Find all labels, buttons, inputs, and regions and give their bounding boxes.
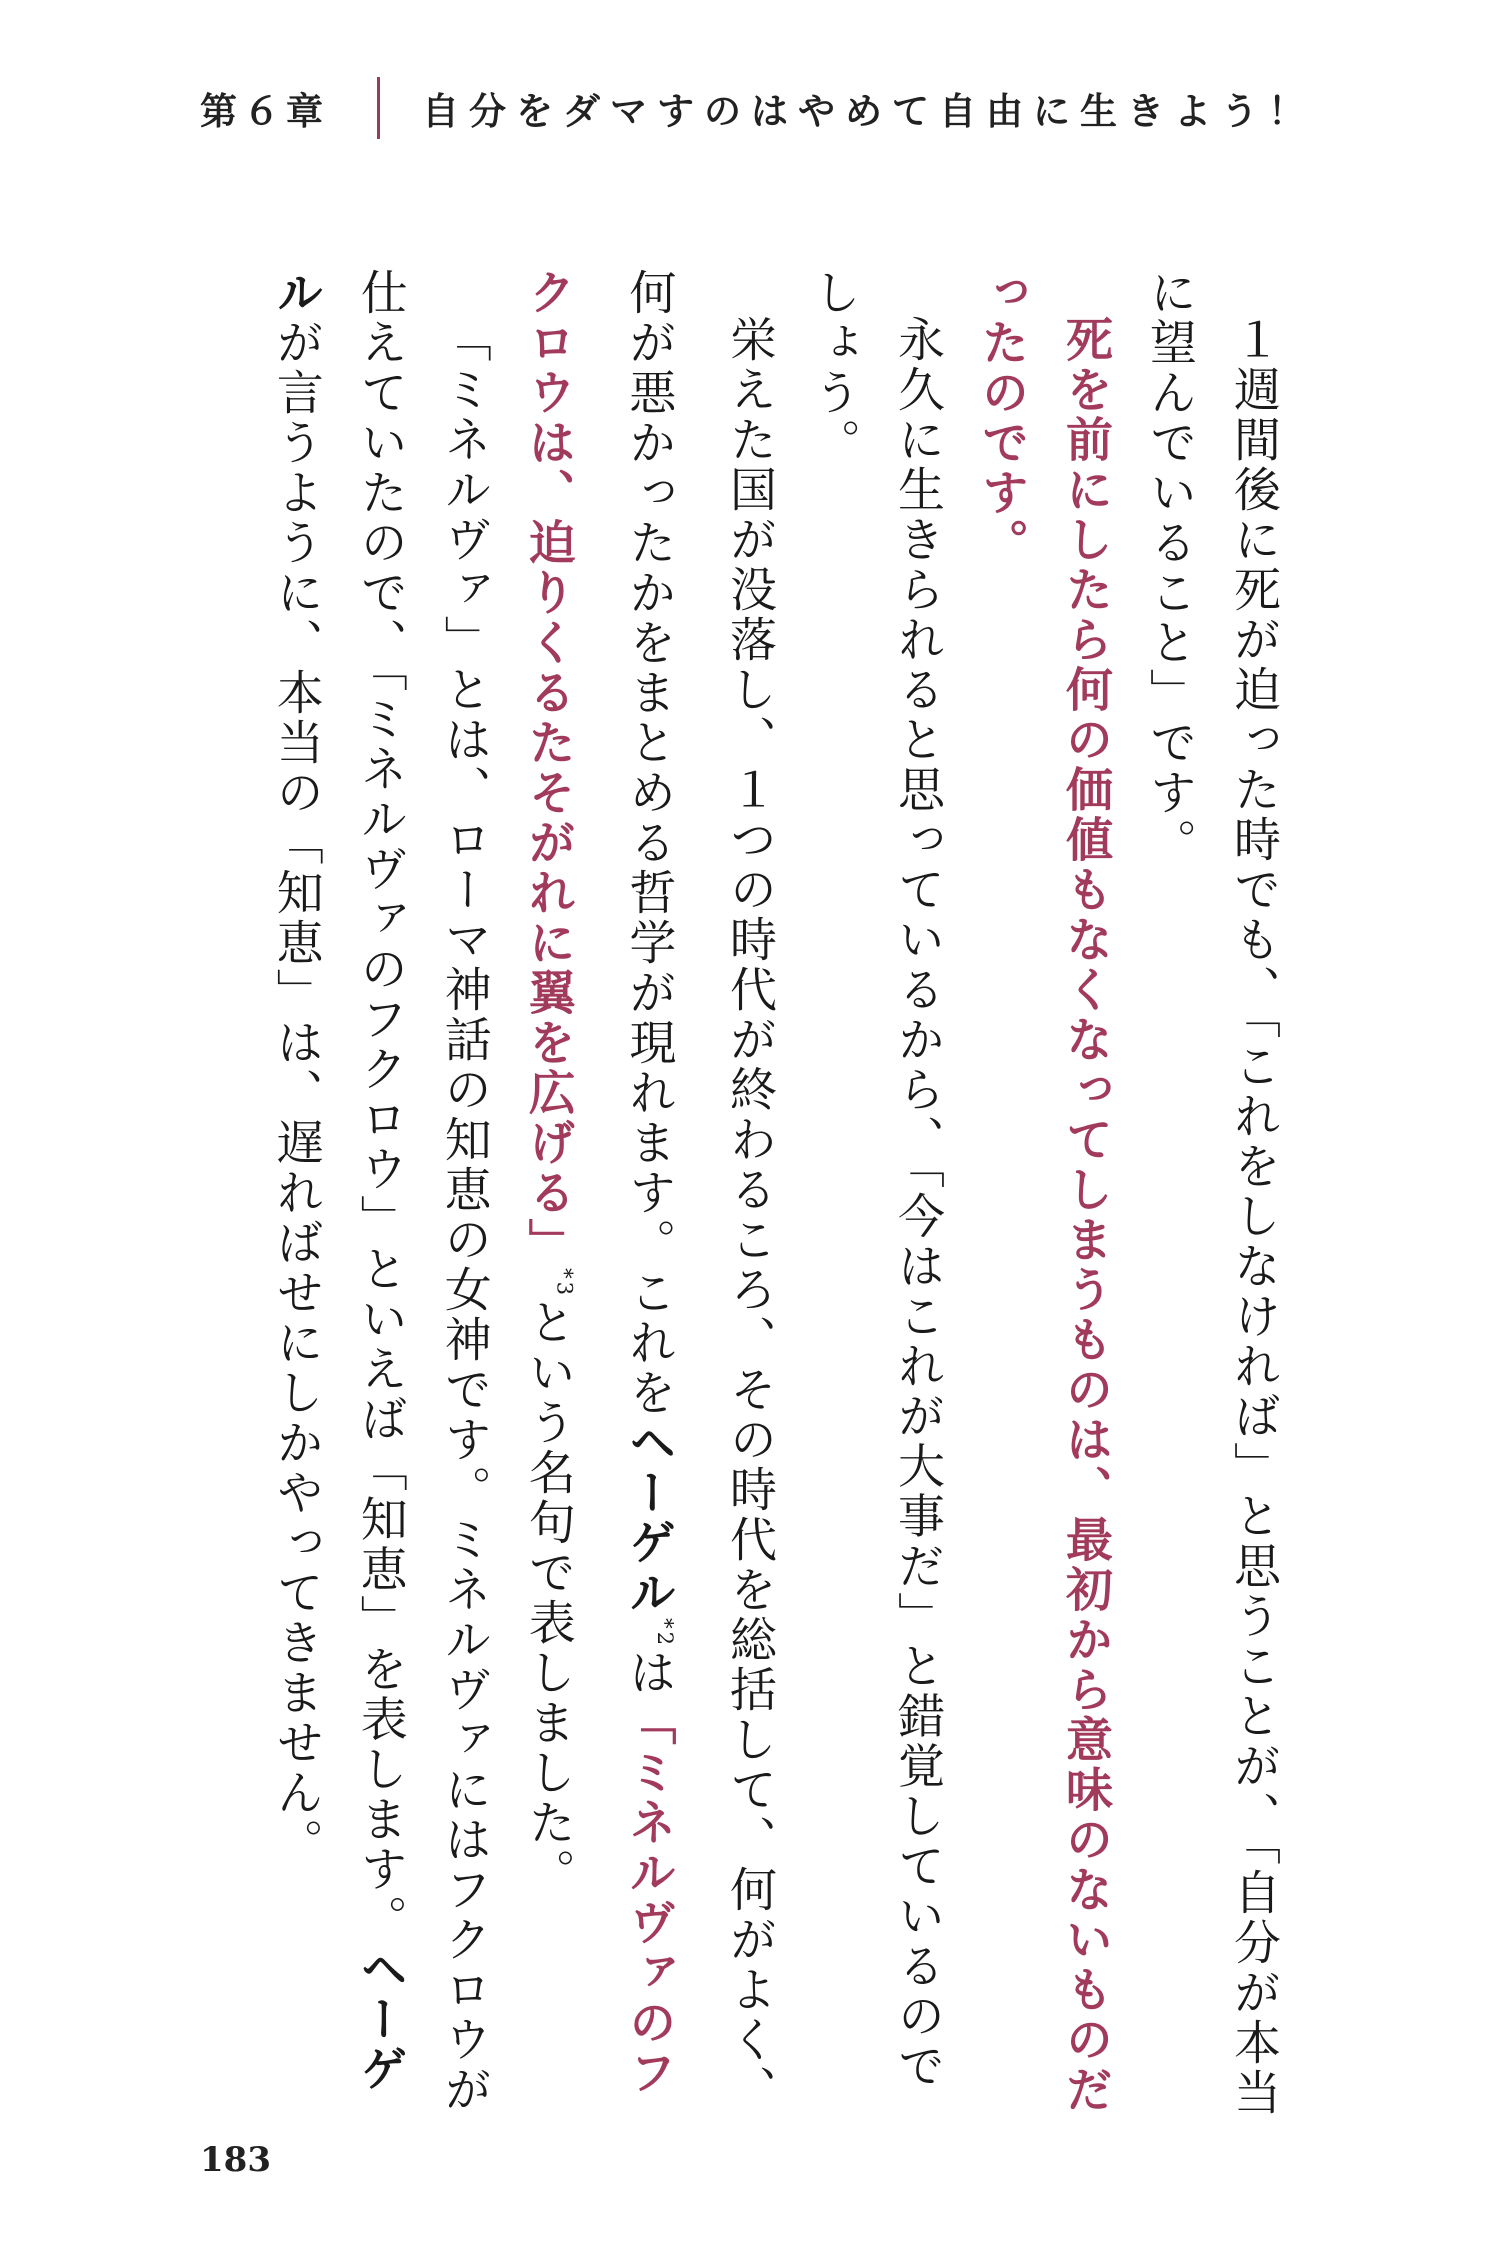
text-run: 栄えた国が没落し、１つの時代が終わるころ、その時代を総括して、何がよく、何が悪かったかをまとめる哲学が現れます。これを (621, 268, 777, 2115)
header-divider (377, 77, 380, 139)
bold-name: ヘーゲル (621, 1418, 677, 1618)
text-run: １週間後に死が迫った時でも、「これをしなければ」と思うことが、「自分が本当に望んでいること」です。 (1142, 268, 1281, 2118)
chapter-label: 第６章 (200, 90, 329, 133)
bold-name: ヘーゲル (268, 268, 408, 2095)
footnote-marker: *2 (653, 1618, 678, 1649)
page-number: 183 (200, 2140, 271, 2180)
chapter-title: 自分をダマすのはやめて自由に生きよう！ (422, 90, 1315, 133)
paragraph (959, 268, 1127, 2118)
text-run: 「ミネルヴァ」とは、ローマ神話の知恵の女神です。ミネルヴァにはフクロウが仕えていたので、「ミネルヴァのフクロウ」といえば「知恵」を表します。 (352, 268, 492, 2115)
text-run: 永久に生きられると思っているから、「今はこれが大事だ」と錯覚しているのでしょう。 (806, 268, 945, 2092)
body-text (195, 268, 1295, 2118)
footnote-marker: *3 (552, 1268, 578, 1299)
paragraph (791, 268, 959, 2118)
paragraph (506, 268, 791, 2118)
text-run: は (621, 1648, 677, 1699)
running-header (200, 78, 1315, 138)
emphasized-text: 「ミネルヴァのフクロウは、迫りくるたそがれに翼を広げる」 (520, 268, 677, 2099)
emphasized-text: 死を前にしたら何の価値もなくなってしまうものは、最初から意味のないものだったのです。 (974, 268, 1113, 2115)
paragraph (1127, 268, 1295, 2118)
text-run: という名句で表しました。 (520, 1298, 576, 1899)
paragraph (254, 268, 506, 2118)
text-run: が言うように、本当の「知恵」は、遅ればせにしかやってきません。 (268, 318, 324, 1868)
